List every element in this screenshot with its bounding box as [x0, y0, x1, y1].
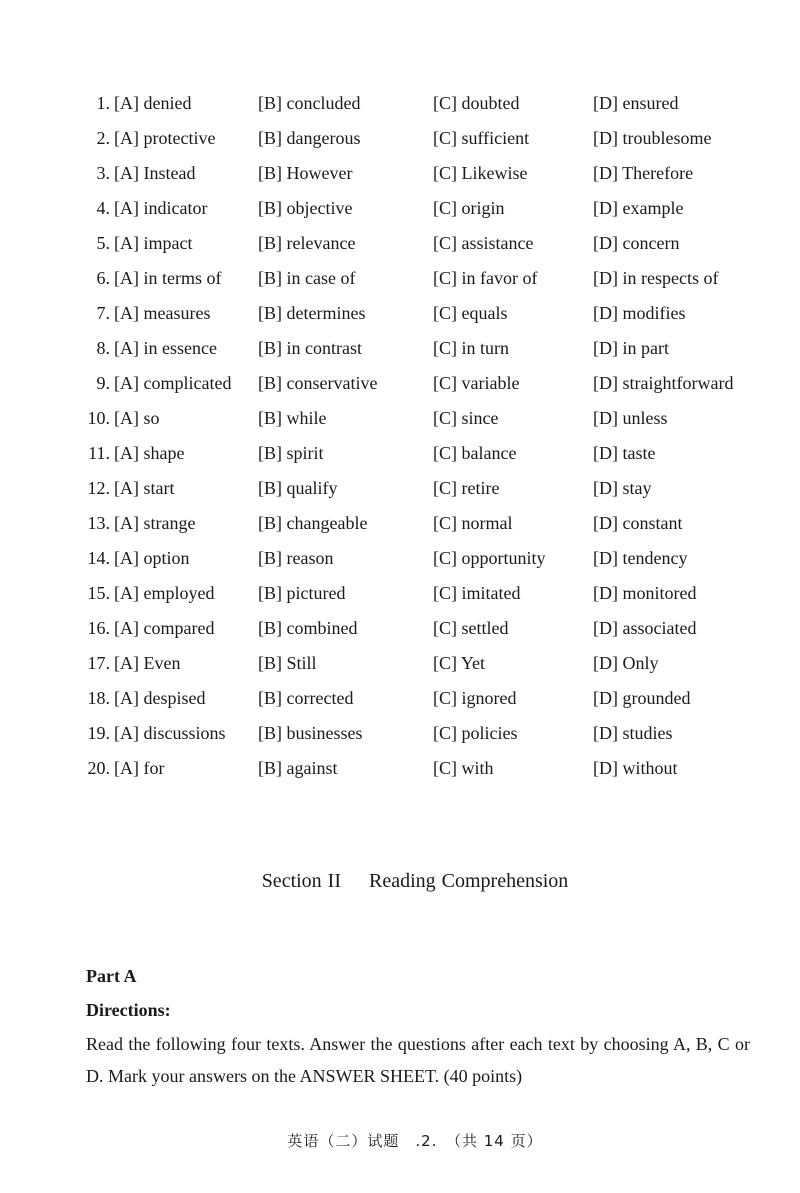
question-row — [84, 473, 764, 508]
option-d: [D] in respects of — [593, 268, 719, 288]
question-number: 18. — [87, 688, 110, 708]
option-d: [D] unless — [593, 408, 668, 428]
question-row — [84, 368, 764, 403]
option-c: [C] policies — [433, 723, 518, 743]
option-b: [B] spirit — [258, 443, 324, 463]
option-d: [D] example — [593, 198, 684, 218]
option-d: [D] Only — [593, 653, 659, 673]
option-d: [D] taste — [593, 443, 656, 463]
option-d: [D] studies — [593, 723, 673, 743]
option-b: [B] businesses — [258, 723, 363, 743]
option-c: [C] variable — [433, 373, 520, 393]
question-row — [84, 648, 764, 683]
option-b: [B] in contrast — [258, 338, 362, 358]
option-d: [D] modifies — [593, 303, 686, 323]
question-row — [84, 298, 764, 333]
question-row — [84, 438, 764, 473]
question-number: 12. — [87, 478, 110, 498]
option-b: [B] relevance — [258, 233, 356, 253]
question-number: 10. — [87, 408, 110, 428]
option-a: [A] strange — [114, 513, 196, 533]
question-options-list — [84, 88, 764, 788]
option-d: [D] associated — [593, 618, 697, 638]
question-number: 14. — [87, 548, 110, 568]
option-c: [C] balance — [433, 443, 517, 463]
option-c: [C] opportunity — [433, 548, 546, 568]
option-d: [D] monitored — [593, 583, 697, 603]
option-a: [A] for — [114, 758, 165, 778]
option-d: [D] troublesome — [593, 128, 712, 148]
option-a: [A] measures — [114, 303, 211, 323]
option-a: [A] complicated — [114, 373, 232, 393]
option-a: [A] shape — [114, 443, 185, 463]
option-b: [B] conservative — [258, 373, 378, 393]
question-number: 19. — [87, 723, 110, 743]
option-c: [C] assistance — [433, 233, 534, 253]
question-number: 13. — [87, 513, 110, 533]
option-b: [B] dangerous — [258, 128, 361, 148]
option-c: [C] since — [433, 408, 499, 428]
question-row — [84, 88, 764, 123]
option-b: [B] while — [258, 408, 327, 428]
question-number: 9. — [96, 373, 110, 393]
option-a: [A] in terms of — [114, 268, 222, 288]
option-b: [B] changeable — [258, 513, 368, 533]
question-row — [84, 193, 764, 228]
question-row — [84, 718, 764, 753]
option-a: [A] in essence — [114, 338, 217, 358]
question-number: 15. — [87, 583, 110, 603]
option-c: [C] origin — [433, 198, 505, 218]
option-c: [C] retire — [433, 478, 500, 498]
section-name: Reading Comprehension — [369, 870, 569, 892]
option-b: [B] concluded — [258, 93, 361, 113]
option-c: [C] settled — [433, 618, 509, 638]
option-c: [C] sufficient — [433, 128, 530, 148]
option-a: [A] so — [114, 408, 160, 428]
question-row — [84, 613, 764, 648]
option-a: [A] despised — [114, 688, 206, 708]
option-d: [D] grounded — [593, 688, 691, 708]
directions-text: Read the following four texts. Answer the questions after each text by choosing A, B, C or D. Mark your answers on the ANSWER SHEET. (40 points) — [86, 1034, 750, 1086]
option-b: [B] in case of — [258, 268, 356, 288]
question-row — [84, 753, 764, 788]
question-row — [84, 123, 764, 158]
question-number: 2. — [96, 128, 110, 148]
question-row — [84, 508, 764, 543]
option-a: [A] indicator — [114, 198, 208, 218]
option-a: [A] discussions — [114, 723, 226, 743]
option-b: [B] objective — [258, 198, 353, 218]
question-number: 1. — [96, 93, 110, 113]
option-c: [C] normal — [433, 513, 513, 533]
option-a: [A] protective — [114, 128, 216, 148]
option-b: [B] pictured — [258, 583, 346, 603]
question-row — [84, 263, 764, 298]
option-d: [D] stay — [593, 478, 652, 498]
section-heading — [0, 870, 800, 893]
option-c: [C] doubted — [433, 93, 520, 113]
part-heading: Part A — [86, 966, 137, 986]
option-b: [B] qualify — [258, 478, 338, 498]
question-number: 6. — [96, 268, 110, 288]
question-number: 16. — [87, 618, 110, 638]
option-a: [A] Instead — [114, 163, 196, 183]
option-b: [B] combined — [258, 618, 358, 638]
option-b: [B] Still — [258, 653, 317, 673]
question-number: 3. — [96, 163, 110, 183]
option-b: [B] corrected — [258, 688, 354, 708]
option-d: [D] without — [593, 758, 678, 778]
option-c: [C] in turn — [433, 338, 509, 358]
question-row — [84, 578, 764, 613]
option-b: [B] However — [258, 163, 353, 183]
option-b: [B] against — [258, 758, 338, 778]
option-b: [B] determines — [258, 303, 366, 323]
question-row — [84, 333, 764, 368]
question-row — [84, 543, 764, 578]
question-number: 20. — [87, 758, 110, 778]
question-row — [84, 158, 764, 193]
question-number: 7. — [96, 303, 110, 323]
option-c: [C] Yet — [433, 653, 486, 673]
option-a: [A] denied — [114, 93, 192, 113]
section-number: Section II — [261, 870, 341, 892]
directions-label: Directions: — [86, 1000, 171, 1020]
option-c: [C] Likewise — [433, 163, 528, 183]
option-a: [A] start — [114, 478, 175, 498]
option-d: [D] tendency — [593, 548, 688, 568]
option-d: [D] Therefore — [593, 163, 694, 183]
option-a: [A] Even — [114, 653, 181, 673]
option-c: [C] in favor of — [433, 268, 538, 288]
option-b: [B] reason — [258, 548, 334, 568]
question-number: 8. — [96, 338, 110, 358]
question-row — [84, 683, 764, 718]
question-number: 11. — [88, 443, 110, 463]
option-a: [A] compared — [114, 618, 215, 638]
question-row — [84, 228, 764, 263]
question-number: 17. — [87, 653, 110, 673]
option-a: [A] employed — [114, 583, 215, 603]
option-d: [D] straightforward — [593, 373, 734, 393]
option-c: [C] imitated — [433, 583, 521, 603]
option-c: [C] ignored — [433, 688, 517, 708]
page-footer: 英语（二）试题 .2. （共 14 页） — [287, 1132, 543, 1150]
option-c: [C] equals — [433, 303, 508, 323]
option-c: [C] with — [433, 758, 494, 778]
option-d: [D] constant — [593, 513, 683, 533]
question-row — [84, 403, 764, 438]
option-a: [A] impact — [114, 233, 193, 253]
option-a: [A] option — [114, 548, 190, 568]
question-number: 4. — [96, 198, 110, 218]
option-d: [D] ensured — [593, 93, 679, 113]
option-d: [D] concern — [593, 233, 680, 253]
option-d: [D] in part — [593, 338, 669, 358]
question-number: 5. — [96, 233, 110, 253]
